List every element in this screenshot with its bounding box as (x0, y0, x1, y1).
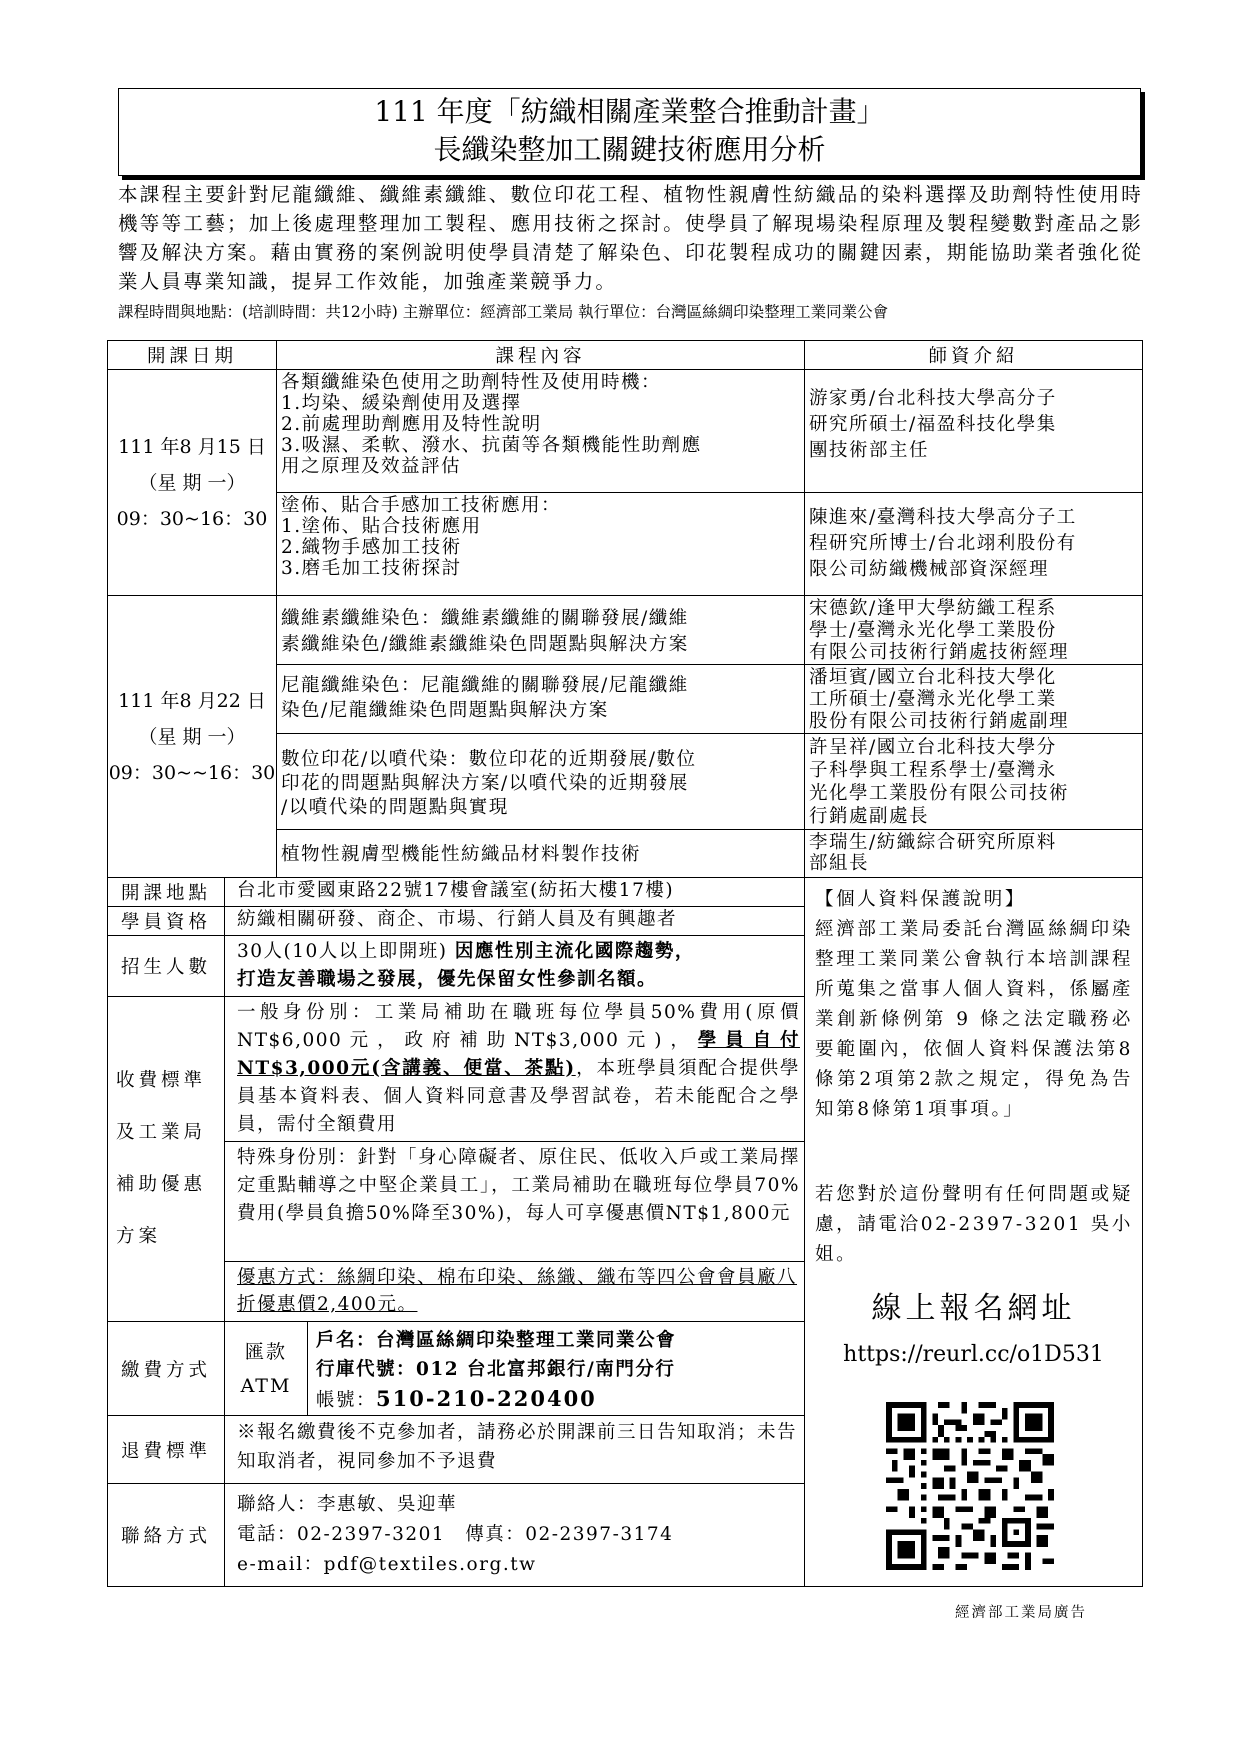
content-line: 1.塗佈、貼合技術應用 (281, 516, 482, 537)
fee-special: 特殊身份別：針對「身心障礙者、原住民、低收入戶或工業局擇定重點輔導之中堅企業員工」，工業局補助在職班每位學員70%費用(學員負擔50%降至30%)，每人可享優惠價NT$1,800元 (224, 1141, 805, 1262)
header-content: 課程內容 (276, 340, 805, 370)
content-line: 3.吸濕、柔軟、潑水、抗菌等各類機能性助劑應 (281, 435, 702, 456)
teacher-line: 部組長 (809, 853, 870, 874)
teacher-line: 陳進來/臺灣科技大學高分子工 (809, 507, 1077, 528)
refund-label: 退費標準 (107, 1415, 225, 1484)
day1-date: 111 年8 月15 日 (118, 435, 266, 458)
content-line: 染色/尼龍纖維染色問題點與解決方案 (281, 700, 609, 721)
content-line: 纖維素纖維染色：纖維素纖維的關聯發展/纖維 (281, 608, 689, 629)
fee-label-line: 及工業局 (116, 1122, 207, 1143)
title-line-2: 長纖染整加工關鍵技術應用分析 (433, 133, 826, 166)
content-line: 塗佈、貼合手感加工技術應用： (281, 495, 562, 516)
day1-session2-teacher (804, 492, 1143, 596)
fee-discount-text: 優惠方式：絲綢印染、棉布印染、絲織、織布等四公會會員廠八折優惠價2,400元。 (237, 1267, 798, 1315)
teacher-line: 研究所碩士/福盈科技化學集 (809, 414, 1057, 435)
teacher-line: 光化學工業股份有限公司技術 (809, 783, 1070, 804)
account-number: 510-210-220400 (376, 1386, 597, 1411)
teacher-line: 子科學與工程系學士/臺灣永 (809, 760, 1057, 781)
content-line: 2.前處理助劑應用及特性說明 (281, 414, 542, 435)
course-meta: 課程時間與地點：(培訓時間：共12小時) 主辦單位：經濟部工業局 執行單位：台灣區絲綢印染整理工業同業公會 (118, 303, 889, 321)
day2-session4-teacher (804, 829, 1143, 878)
day2-session1-content (276, 595, 805, 665)
bank-code: 行庫代號：012 台北富邦銀行/南門分行 (316, 1359, 676, 1380)
enrollment-bold-1: 因應性別主流化國際趨勢， (454, 941, 695, 962)
day2-session2-teacher (804, 664, 1143, 734)
header-teacher: 師資介紹 (804, 340, 1143, 370)
fee-general (224, 996, 805, 1142)
day2-date-cell (107, 595, 277, 878)
day2-session4-content (276, 829, 805, 878)
content-line: 2.織物手感加工技術 (281, 537, 462, 558)
day1-weekday: （星 期 一） (138, 471, 246, 494)
content-line: 1.均染、緩染劑使用及選擇 (281, 393, 522, 414)
intro-paragraph: 本課程主要針對尼龍纖維、纖維素纖維、數位印花工程、植物性親膚性紡織品的染料選擇及助劑特性使用時機等等工藝；加上後處理整理加工製程、應用技術之探討。使學員了解現場染程原理及製程變數對產品之影響及解決方案。藉由實務的案例說明使學員清楚了解染色、印花製程成功的關鍵因素，期能協助業者強化從業人員專業知識，提昇工作效能，加強產業競爭力。 (118, 183, 1143, 293)
teacher-line: 李瑞生/紡織綜合研究所原料 (809, 832, 1057, 853)
content-line: 數位印花/以噴代染：數位印花的近期發展/數位 (281, 749, 697, 770)
teacher-line: 許呈祥/國立台北科技大學分 (809, 737, 1057, 758)
day2-time: 09：30~~16：30 (108, 761, 276, 784)
fee-label (107, 996, 225, 1322)
content-line: 素纖維染色/纖維素纖維染色問題點與解決方案 (281, 634, 689, 655)
qualification-value: 紡織相關研發、商企、市場、行銷人員及有興趣者 (224, 906, 805, 936)
teacher-line: 宋德欽/逢甲大學紡織工程系 (809, 598, 1057, 619)
teacher-line: 工所碩士/臺灣永光化學工業 (809, 689, 1057, 710)
account-no-label: 帳號： (316, 1390, 377, 1411)
day2-session1-teacher (804, 595, 1143, 665)
privacy-title: 【個人資料保護說明】 (815, 889, 1027, 910)
day1-date-cell (107, 369, 277, 596)
location-value: 台北市愛國東路22號17樓會議室(紡拓大樓17樓) (224, 877, 805, 907)
fee-label-line: 補助優惠 (116, 1174, 207, 1195)
payment-label: 繳費方式 (107, 1321, 225, 1416)
title-box (118, 88, 1141, 176)
qr-code[interactable] (886, 1402, 1054, 1570)
day1-time: 09：30~16：30 (116, 507, 268, 530)
privacy-notice (815, 885, 1133, 1125)
contact-person: 聯絡人：李惠敏、吳迎華 (237, 1494, 458, 1515)
payment-method-line: 匯款 (244, 1340, 287, 1363)
day2-session2-content (276, 664, 805, 734)
payment-account (307, 1321, 805, 1416)
content-line: 用之原理及效益評估 (281, 456, 462, 477)
title-line-1: 111 年度「紡織相關產業整合推動計畫」 (374, 95, 885, 128)
privacy-contact: 若您對於這份聲明有任何問題或疑慮，請電洽02-2397-3201 吳小姐。 (815, 1184, 1133, 1265)
content-line: 植物性親膚型機能性紡織品材料製作技術 (281, 844, 642, 865)
enrollment-value (224, 935, 805, 997)
teacher-line: 團技術部主任 (809, 440, 930, 461)
content-line: /以噴代染的問題點與實現 (281, 797, 509, 818)
fee-general-text: 一般身份別：工業局補助在職班每位學員50%費用(原價NT$6,000元，政府補助NT$3,000元)， (237, 1002, 800, 1051)
teacher-line: 有限公司技術行銷處技術經理 (809, 642, 1070, 663)
qualification-label: 學員資格 (107, 906, 225, 936)
teacher-line: 程研究所博士/台北翊利股份有 (809, 533, 1077, 554)
content-line: 印花的問題點與解決方案/以噴代染的近期發展 (281, 773, 689, 794)
contact-value (224, 1483, 805, 1587)
day2-weekday: （星 期 一） (138, 725, 246, 748)
teacher-line: 行銷處副處長 (809, 806, 930, 827)
fee-label-line: 方案 (116, 1226, 162, 1247)
fee-label-line: 收費標準 (116, 1070, 207, 1091)
registration-url[interactable]: https://reurl.cc/o1D531 (843, 1342, 1104, 1367)
header-date: 開課日期 (107, 340, 277, 370)
payment-method (224, 1321, 308, 1416)
enrollment-plain: 30人(10人以上即開班) (237, 941, 455, 962)
refund-value: ※報名繳費後不克參加者，請務必於開課前三日告知取消；未告知取消者，視同參加不予退費 (224, 1415, 805, 1484)
content-line: 各類纖維染色使用之助劑特性及使用時機： (281, 372, 662, 393)
privacy-body: 經濟部工業局委託台灣區絲綢印染整理工業同業公會執行本培訓課程所蒐集之當事人個人資料，係屬產業創新條例第 9 條之法定職務必要範圍內，依個人資料保護法第8條第2項第2款之規定，得免為告知第8條第1項事項。」 (815, 919, 1133, 1120)
contact-label: 聯絡方式 (107, 1483, 225, 1587)
teacher-line: 學士/臺灣永光化學工業股份 (809, 620, 1057, 641)
content-line: 3.磨毛加工技術探討 (281, 558, 462, 579)
fee-general-note: ，本班學員須配合提供學員基本資料表、個人資料同意書及學習試卷，若未能配合之學員，需付全額費用 (237, 1058, 800, 1135)
teacher-line: 限公司紡織機械部資深經理 (809, 559, 1050, 580)
day2-date: 111 年8 月22 日 (118, 689, 266, 712)
contact-phone: 電話：02-2397-3201 傳真：02-2397-3174 (237, 1524, 674, 1545)
day1-session1-content (276, 369, 805, 493)
location-label: 開課地點 (107, 877, 225, 907)
payment-method-line: ATM (240, 1374, 292, 1397)
day2-session3-content (276, 733, 805, 830)
enrollment-label: 招生人數 (107, 935, 225, 997)
teacher-line: 游家勇/台北科技大學高分子 (809, 388, 1057, 409)
fee-discount (224, 1261, 805, 1322)
enrollment-bold-2: 打造友善職場之發展，優先保留女性參訓名額。 (237, 969, 658, 990)
contact-email[interactable]: e-mail：pdf@textiles.org.tw (237, 1554, 537, 1575)
registration-title: 線上報名網址 (871, 1291, 1076, 1326)
footer-ad-label: 經濟部工業局廣告 (955, 1605, 1087, 1621)
teacher-line: 潘垣賓/國立台北科技大學化 (809, 667, 1057, 688)
teacher-line: 股份有限公司技術行銷處副理 (809, 711, 1070, 732)
day1-session1-teacher (804, 369, 1143, 493)
content-line: 尼龍纖維染色：尼龍纖維的關聯發展/尼龍纖維 (281, 675, 689, 696)
fee-general-highlight: 學員自付 (697, 1030, 800, 1051)
account-name: 戶名：台灣區絲綢印染整理工業同業公會 (316, 1330, 677, 1351)
day2-session3-teacher (804, 733, 1143, 830)
fee-general-price: NT$3,000元(含講義、便當、茶點) (237, 1058, 576, 1079)
day1-session2-content (276, 492, 805, 596)
